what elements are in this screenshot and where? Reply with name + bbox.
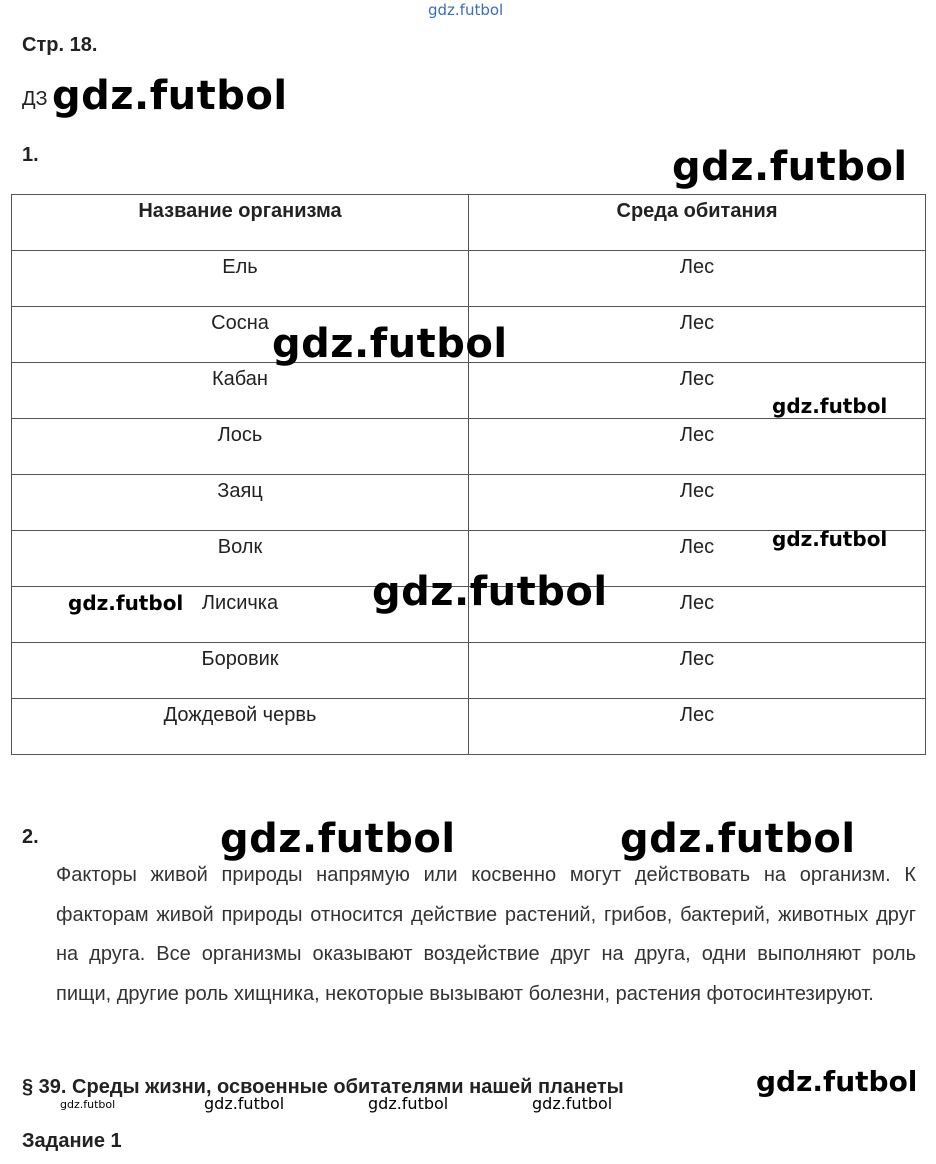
- watermark-small-4: gdz.futbol: [532, 1094, 613, 1113]
- task1-number: 1.: [22, 144, 39, 166]
- watermark-section: gdz.futbol: [756, 1065, 918, 1098]
- watermark-small-3: gdz.futbol: [368, 1094, 449, 1113]
- habitat-cell: Лес: [469, 419, 926, 475]
- watermark-task2-2: gdz.futbol: [620, 816, 856, 862]
- habitat-cell: Лес: [469, 531, 926, 587]
- table-row: [12, 475, 926, 531]
- section-heading: § 39. Среды жизни, освоенные обитателями нашей планеты: [22, 1076, 624, 1098]
- organism-cell: Заяц: [12, 475, 469, 531]
- organism-cell: Волк: [12, 531, 469, 587]
- table-row: [12, 699, 926, 755]
- organism-cell: Лисичка: [12, 587, 469, 643]
- habitat-cell: Лес: [469, 363, 926, 419]
- table-row: [12, 251, 926, 307]
- table-row: [12, 419, 926, 475]
- watermark-header: gdz.futbol: [52, 73, 288, 119]
- organism-cell: Ель: [12, 251, 469, 307]
- watermark-table-5: gdz.futbol: [68, 591, 184, 615]
- habitat-cell: Лес: [469, 643, 926, 699]
- watermark-table-4: gdz.futbol: [372, 569, 608, 615]
- organism-habitat-table: [11, 194, 926, 755]
- organism-cell: Кабан: [12, 363, 469, 419]
- section-prefix: ДЗ: [22, 88, 48, 110]
- organism-cell: Сосна: [12, 307, 469, 363]
- column-header-organism: Название организма: [12, 195, 469, 251]
- watermark-task1: gdz.futbol: [672, 144, 908, 190]
- organism-cell: Боровик: [12, 643, 469, 699]
- habitat-cell: Лес: [469, 251, 926, 307]
- table-row: [12, 643, 926, 699]
- column-header-habitat: Среда обитания: [469, 195, 926, 251]
- watermark-table-1: gdz.futbol: [272, 321, 508, 367]
- watermark-table-2: gdz.futbol: [772, 394, 888, 418]
- watermark-small-1: gdz.futbol: [60, 1098, 116, 1111]
- watermark-small-2: gdz.futbol: [204, 1094, 285, 1113]
- page-reference: Стр. 18.: [22, 34, 98, 56]
- watermark-task2-1: gdz.futbol: [220, 816, 456, 862]
- task2-answer-text: Факторы живой природы напрямую или косвенно могут действовать на организм. К факторам живой природы относится действие растений, грибов, бактерий, животных друг на друга. Все организмы оказывают воздействие друг на друга, одни выполняют роль пищи, другие роль хищника, некоторые вызывают болезни, растения фотосинтезируют.: [56, 864, 916, 1005]
- organism-cell: Дождевой червь: [12, 699, 469, 755]
- habitat-cell: Лес: [469, 587, 926, 643]
- watermark-table-3: gdz.futbol: [772, 527, 888, 551]
- organism-cell: Лось: [12, 419, 469, 475]
- habitat-cell: Лес: [469, 475, 926, 531]
- habitat-cell: Лес: [469, 699, 926, 755]
- section-subheading: Задание 1: [22, 1130, 122, 1152]
- habitat-cell: Лес: [469, 307, 926, 363]
- watermark-top: gdz.futbol: [428, 1, 504, 19]
- table-header-row: [12, 195, 926, 251]
- task2-number: 2.: [22, 826, 39, 848]
